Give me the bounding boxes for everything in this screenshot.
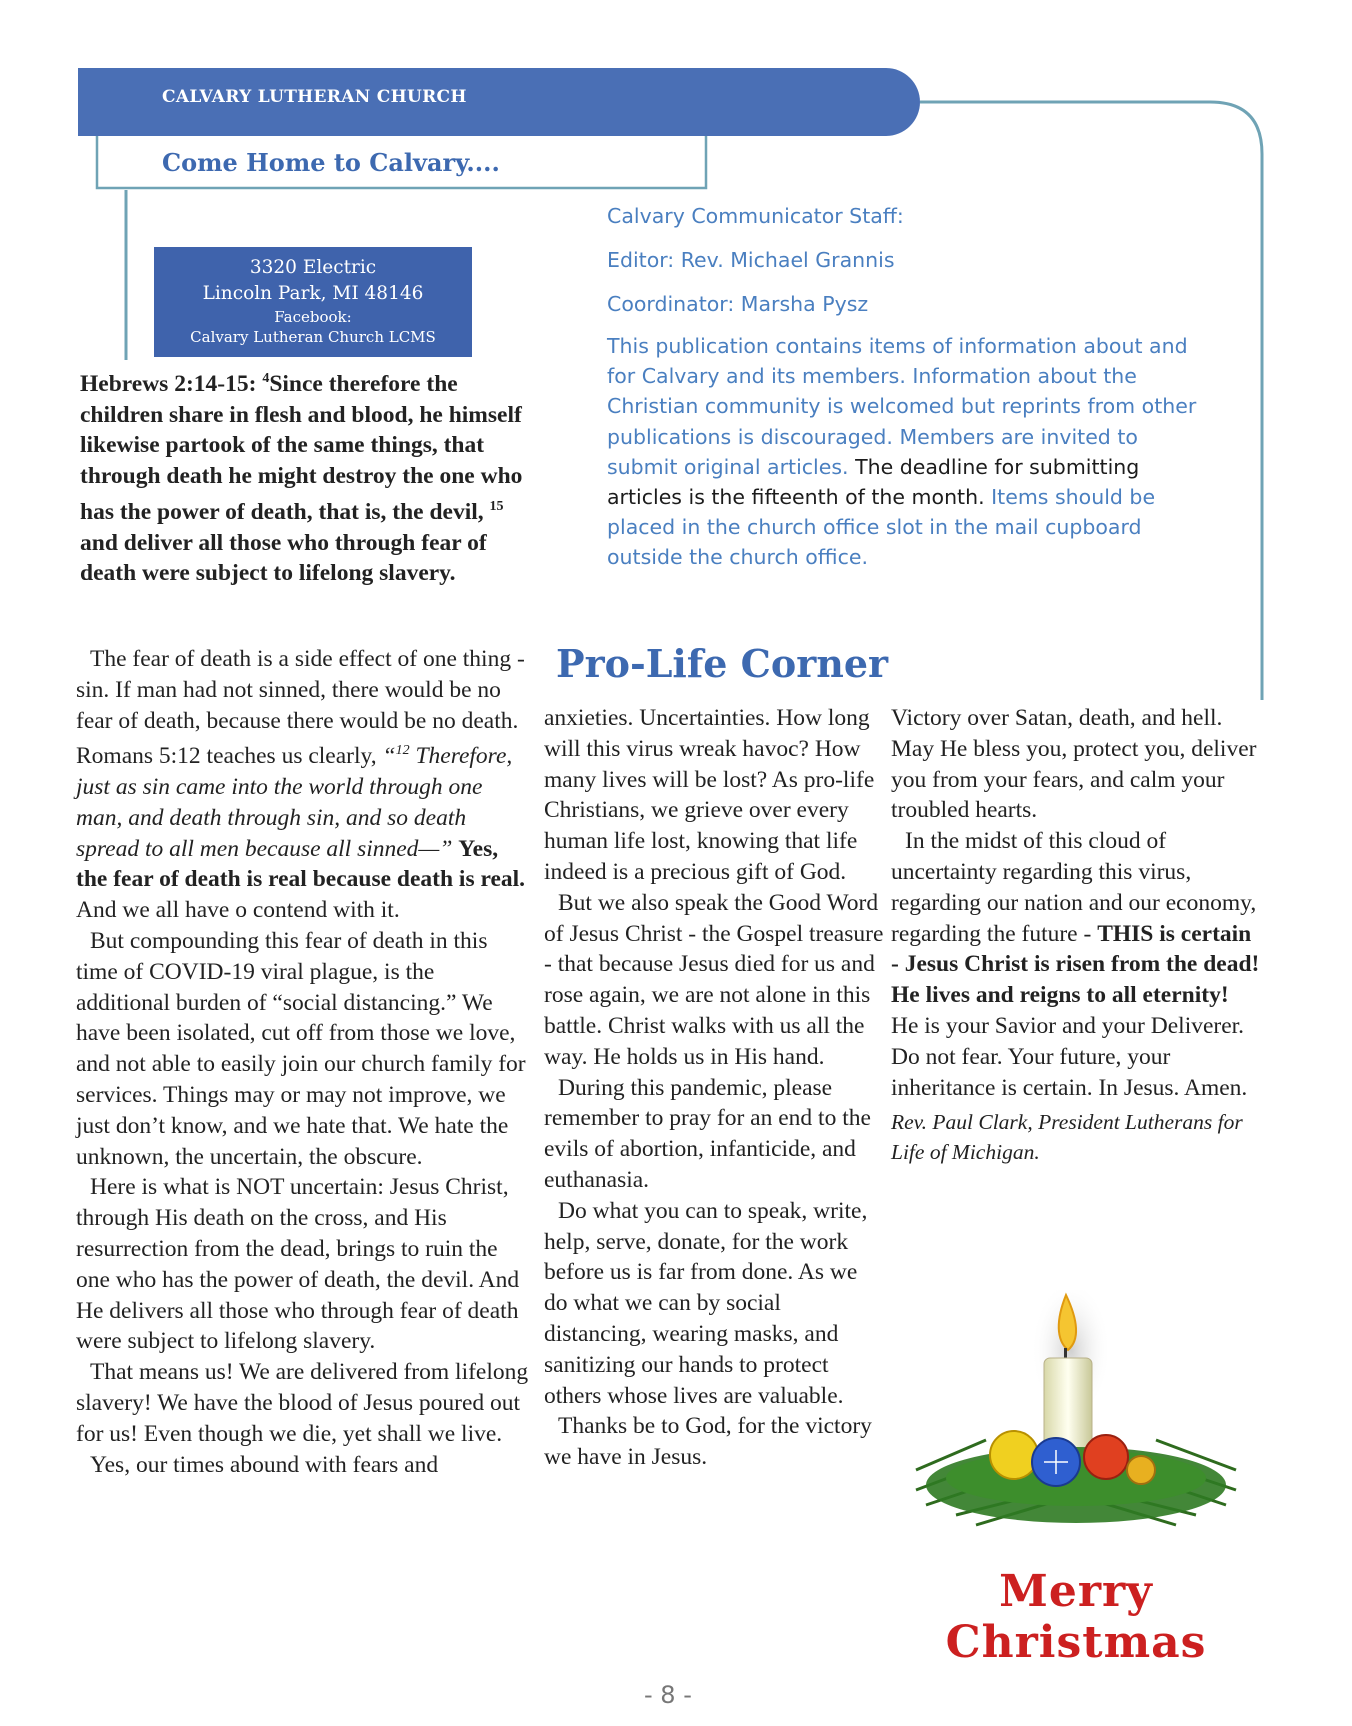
verse-text-1: Since therefore the children share in flesh and blood, he himself likewise partook of the same things, that through death he might destroy the one who has the power of death, that is, the devil, — [80, 370, 523, 525]
notice-part-3: Items should be placed in the church office slot in the mail cupboard outside the church office. — [607, 485, 1156, 570]
notice-part-1: This publication contains items of information about and for Calvary and its members. Information about the Christian community is welcomed but reprints from other publications is discouraged. Members are invited to submit original articles. — [607, 334, 1197, 479]
quote-mark: “ — [382, 743, 396, 770]
church-name: CALVARY LUTHERAN CHURCH — [162, 87, 467, 107]
address-box — [154, 247, 472, 357]
bold-statement: Yes, the fear of death is real because death is real. — [76, 835, 526, 893]
paragraph: But compounding this fear of death in this time of COVID-19 viral plague, is the additional burden of “social distancing.” We have been isolated, cut off from those we love, and not able to easily join our church family for services. Things may or may not improve, we just don’t know, and we hate that. We hate the unknown, the uncertain, the obscure. — [76, 928, 526, 1170]
paragraph: anxieties. Uncertainties. How long will this virus wreak havoc? How many lives will be lost? As pro-life Christians, we grieve over every human life lost, knowing that life indeed is a precious gift of God. — [544, 705, 875, 885]
page-number: - 8 - — [644, 1681, 692, 1709]
verse-reference: Hebrews 2:14-15: — [80, 370, 257, 397]
article-column-2 — [544, 703, 886, 1473]
paragraph: Victory over Satan, death, and hell. May He bless you, protect you, deliver you from your fears, and calm your troubled hearts. — [891, 705, 1257, 824]
address-street: 3320 Electric — [249, 257, 377, 278]
deadline-notice: The deadline for submitting articles is the fifteenth of the month. — [607, 454, 1140, 510]
paragraph: Do what you can to speak, write, help, serve, donate, for the work before us is far from done. As we do what we can by social distancing, wearing masks, and sanitizing our hands to protect others whose lives are valuable. — [544, 1197, 868, 1409]
paragraph-text: The fear of death is a side effect of one thing - sin. If man had not sinned, there would be no fear of death, because there would be no death. Romans 5:12 teaches us clearly, — [76, 646, 525, 770]
bible-verse — [80, 364, 536, 589]
verse-number-12: 12 — [395, 743, 410, 759]
paragraph-text: And we all have o contend with it. — [76, 897, 400, 924]
paragraph-text: In the midst of this cloud of uncertainty regarding this virus, regarding our nation and our economy, regarding the future - — [891, 828, 1257, 947]
verse-number-4: 4 — [262, 371, 270, 386]
paragraph: That means us! We are delivered from lifelong slavery! We have the blood of Jesus poured out for us! Even though we die, yet shall we live. — [76, 1359, 529, 1447]
paragraph: But we also speak the Good Word of Jesus Christ - the Gospel treasure - that because Jesus died for us and rose again, we are not alone in this battle. Christ walks with us all the way. He holds us in His hand. — [544, 889, 884, 1070]
staff-section — [607, 200, 1207, 573]
staff-editor: Editor: Rev. Michael Grannis — [607, 248, 895, 272]
christmas-candle-image — [896, 1290, 1256, 1580]
tagline: Come Home to Calvary.... — [162, 148, 500, 177]
staff-coordinator: Coordinator: Marsha Pysz — [607, 292, 869, 316]
facebook-label: Facebook: — [274, 308, 352, 326]
romans-quote: Therefore, just as sin came into the world through one man, and death through sin, and so death spread to all men because all sinned—” — [76, 743, 513, 862]
paragraph-text: He is your Savior and your Deliverer. Do not fear. Your future, your inheritance is certain. In Jesus. Amen. — [891, 1012, 1248, 1101]
paragraph: Here is what is NOT uncertain: Jesus Christ, through His death on the cross, and His resurrection from the dead, brings to ruin the one who has the power of death, the devil. And He delivers all those who through fear of death were subject to lifelong slavery. — [76, 1174, 520, 1355]
verse-number-15: 15 — [489, 499, 504, 515]
paragraph — [891, 826, 1261, 1103]
paragraph: Yes, our times abound with fears and — [90, 1451, 439, 1478]
verse-text-2: and deliver all those who through fear of death were subject to lifelong slavery. — [80, 529, 487, 587]
address-city: Lincoln Park, MI 48146 — [202, 283, 424, 304]
section-heading: Pro-Life Corner — [556, 641, 889, 686]
article-column-3 — [891, 703, 1261, 1167]
paragraph — [76, 644, 534, 926]
merry-christmas-caption: Merry Christmas — [945, 1566, 1207, 1668]
facebook-name: Calvary Lutheran Church LCMS — [190, 328, 436, 346]
paragraph: Thanks be to God, for the victory we have in Jesus. — [544, 1413, 872, 1471]
article-column-1 — [76, 644, 534, 1480]
bold-statement: THIS is certain - Jesus Christ is risen from the dead! He lives and reigns to all eternity! — [891, 920, 1260, 1009]
paragraph: During this pandemic, please remember to pray for an end to the evils of abortion, infanticide, and euthanasia. — [544, 1074, 871, 1193]
publication-notice — [607, 331, 1197, 573]
staff-heading: Calvary Communicator Staff: — [607, 204, 904, 228]
author-byline: Rev. Paul Clark, President Lutherans for Life of Michigan. — [891, 1110, 1243, 1165]
